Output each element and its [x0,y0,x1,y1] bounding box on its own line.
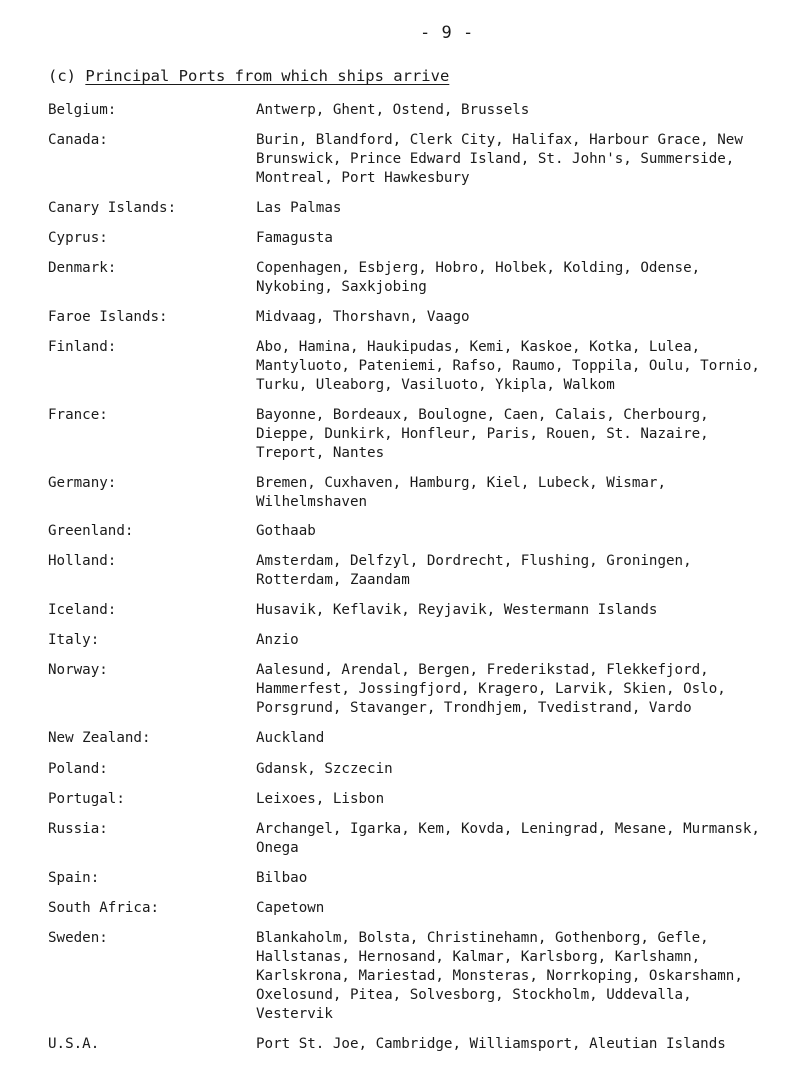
country-name: South Africa: [48,900,160,916]
list-item [48,338,768,395]
port-list: Husavik, Keflavik, Reyjavik, Westermann Islands [256,602,658,618]
country-name: Germany: [48,475,117,491]
country-name: Greenland: [48,523,134,539]
country-name: New Zealand: [48,730,151,746]
country-name: Denmark: [48,260,117,276]
list-item [48,308,768,327]
list-item [48,899,768,918]
list-item [48,259,768,297]
port-list: Blankaholm, Bolsta, Christinehamn, Gothenborg, Gefle, Hallstanas, Hernosand, Kalmar, Karlsborg, Karlshamn, Karlskrona, Mariestad, Monsteras, Norrkoping, Oskarshamn, Oxelosund, Pitea, Solvesborg, Stockholm, Uddevalla, Vestervik [256,930,743,1022]
country-name: Iceland: [48,602,117,618]
country-name: Faroe Islands: [48,309,168,325]
list-item [48,869,768,888]
port-list: Bilbao [256,870,308,886]
list-item [48,199,768,218]
port-list: Copenhagen, Esbjerg, Hobro, Holbek, Kolding, Odense, Nykobing, Saxkjobing [256,260,701,295]
list-item [48,522,768,541]
port-list: Bremen, Cuxhaven, Hamburg, Kiel, Lubeck, Wismar, Wilhelmshaven [256,475,666,510]
country-name: Sweden: [48,930,108,946]
list-item [48,760,768,779]
port-list: Antwerp, Ghent, Ostend, Brussels [256,102,530,118]
list-item [48,729,768,748]
port-list: Gothaab [256,523,316,539]
section-title: Principal Ports from which ships arrive [85,67,450,85]
port-list: Bayonne, Bordeaux, Boulogne, Caen, Calais, Cherbourg, Dieppe, Dunkirk, Honfleur, Paris, Rouen, St. Nazaire, Treport, Nantes [256,407,709,461]
list-item [48,601,768,620]
port-list: Amsterdam, Delfzyl, Dordrecht, Flushing, Groningen, Rotterdam, Zaandam [256,553,692,588]
country-name: Belgium: [48,102,117,118]
list-item [48,552,768,590]
port-list: Anzio [256,632,299,648]
list-item [48,820,768,858]
country-name: Canary Islands: [48,200,177,216]
port-list: Abo, Hamina, Haukipudas, Kemi, Kaskoe, Kotka, Lulea, Mantyluoto, Pateniemi, Rafso, Raumo, Toppila, Oulu, Tornio, Turku, Uleaborg, Vasiluoto, Ykipla, Walkom [256,339,760,393]
port-list: Leixoes, Lisbon [256,791,385,807]
port-list: Port St. Joe, Cambridge, Williamsport, Aleutian Islands [256,1036,726,1052]
list-item [48,474,768,512]
country-name: Cyprus: [48,230,108,246]
country-name: Portugal: [48,791,125,807]
page-number: - 9 - [420,23,474,43]
port-list: Las Palmas [256,200,342,216]
country-name: France: [48,407,108,423]
port-list: Aalesund, Arendal, Bergen, Frederikstad, Flekkefjord, Hammerfest, Jossingfjord, Kragero, Larvik, Skien, Oslo, Porsgrund, Stavanger, Trondhjem, Tvedistrand, Vardo [256,662,726,716]
port-list: Gdansk, Szczecin [256,761,393,777]
country-name: Norway: [48,662,108,678]
list-item [48,631,768,650]
list-item [48,1035,768,1054]
list-item [48,661,768,718]
section-label: (c) [48,67,76,85]
country-name: Italy: [48,632,100,648]
country-name: U.S.A. [48,1036,100,1052]
section-heading [48,67,449,85]
port-list: Midvaag, Thorshavn, Vaago [256,309,470,325]
country-name: Spain: [48,870,100,886]
port-list: Burin, Blandford, Clerk City, Halifax, Harbour Grace, New Brunswick, Prince Edward Island, St. John's, Summerside, Montreal, Port Hawkesbury [256,132,743,186]
port-list: Famagusta [256,230,333,246]
list-item [48,790,768,809]
port-list: Archangel, Igarka, Kem, Kovda, Leningrad, Mesane, Murmansk, Onega [256,821,760,856]
list-item [48,229,768,248]
list-item [48,929,768,1024]
country-name: Poland: [48,761,108,777]
port-list: Auckland [256,730,325,746]
ports-list [48,101,768,1054]
list-item [48,406,768,463]
country-name: Canada: [48,132,108,148]
list-item [48,131,768,188]
port-list: Capetown [256,900,325,916]
country-name: Holland: [48,553,117,569]
list-item [48,101,768,120]
country-name: Finland: [48,339,117,355]
country-name: Russia: [48,821,108,837]
